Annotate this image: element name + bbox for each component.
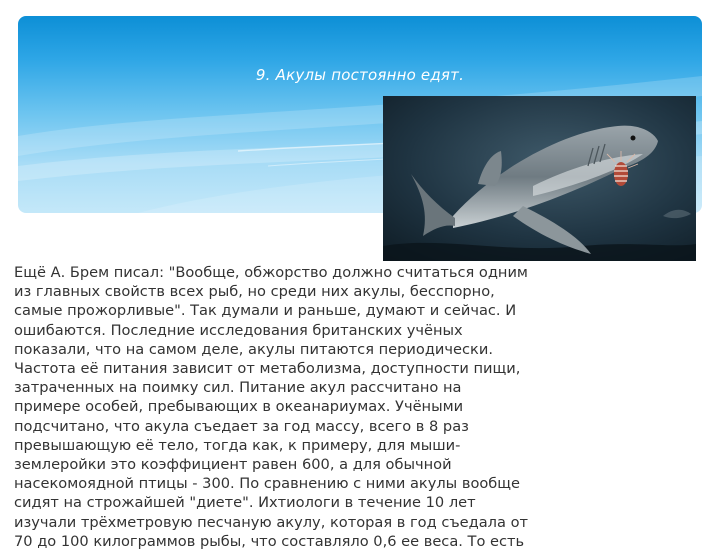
- body-text: Ещё А. Брем писал: "Вообще, обжорство должно считаться одним из главных свойств всех рыб, но среди них акулы, бесспорно, самые прожорливые". Так думали и раньше, думают и сейчас. И ошибаются. Последние исследования британских учёных показали, что на самом деле, акулы питаются периодически. Частота её питания зависит от метаболизма, доступности пищи, затраченных на поимку сил. Питание акул рассчитано на примере особей, пребывающих в океанариумах. Учёными подсчитано, что акула съедает за год массу, всего в 8 раз превышающую её тело, тогда как, к примеру, для мыши- землеройки это коэффициент равен 600, а для обычной насекомоядной птицы - 300. По сравнению с ними акулы вообще сидят на строжайшей "диете". Ихтиологи в течение 10 лет изучали трёхметровую песчаную акулу, которая в год съедала от 70 до 100 килограммов рыбы, что составляло 0,6 ее веса. То есть: [14, 264, 529, 550]
- slide-title: 9. Акулы постоянно едят.: [255, 66, 465, 84]
- shark-image: [383, 96, 696, 261]
- shark-photo: [383, 96, 696, 261]
